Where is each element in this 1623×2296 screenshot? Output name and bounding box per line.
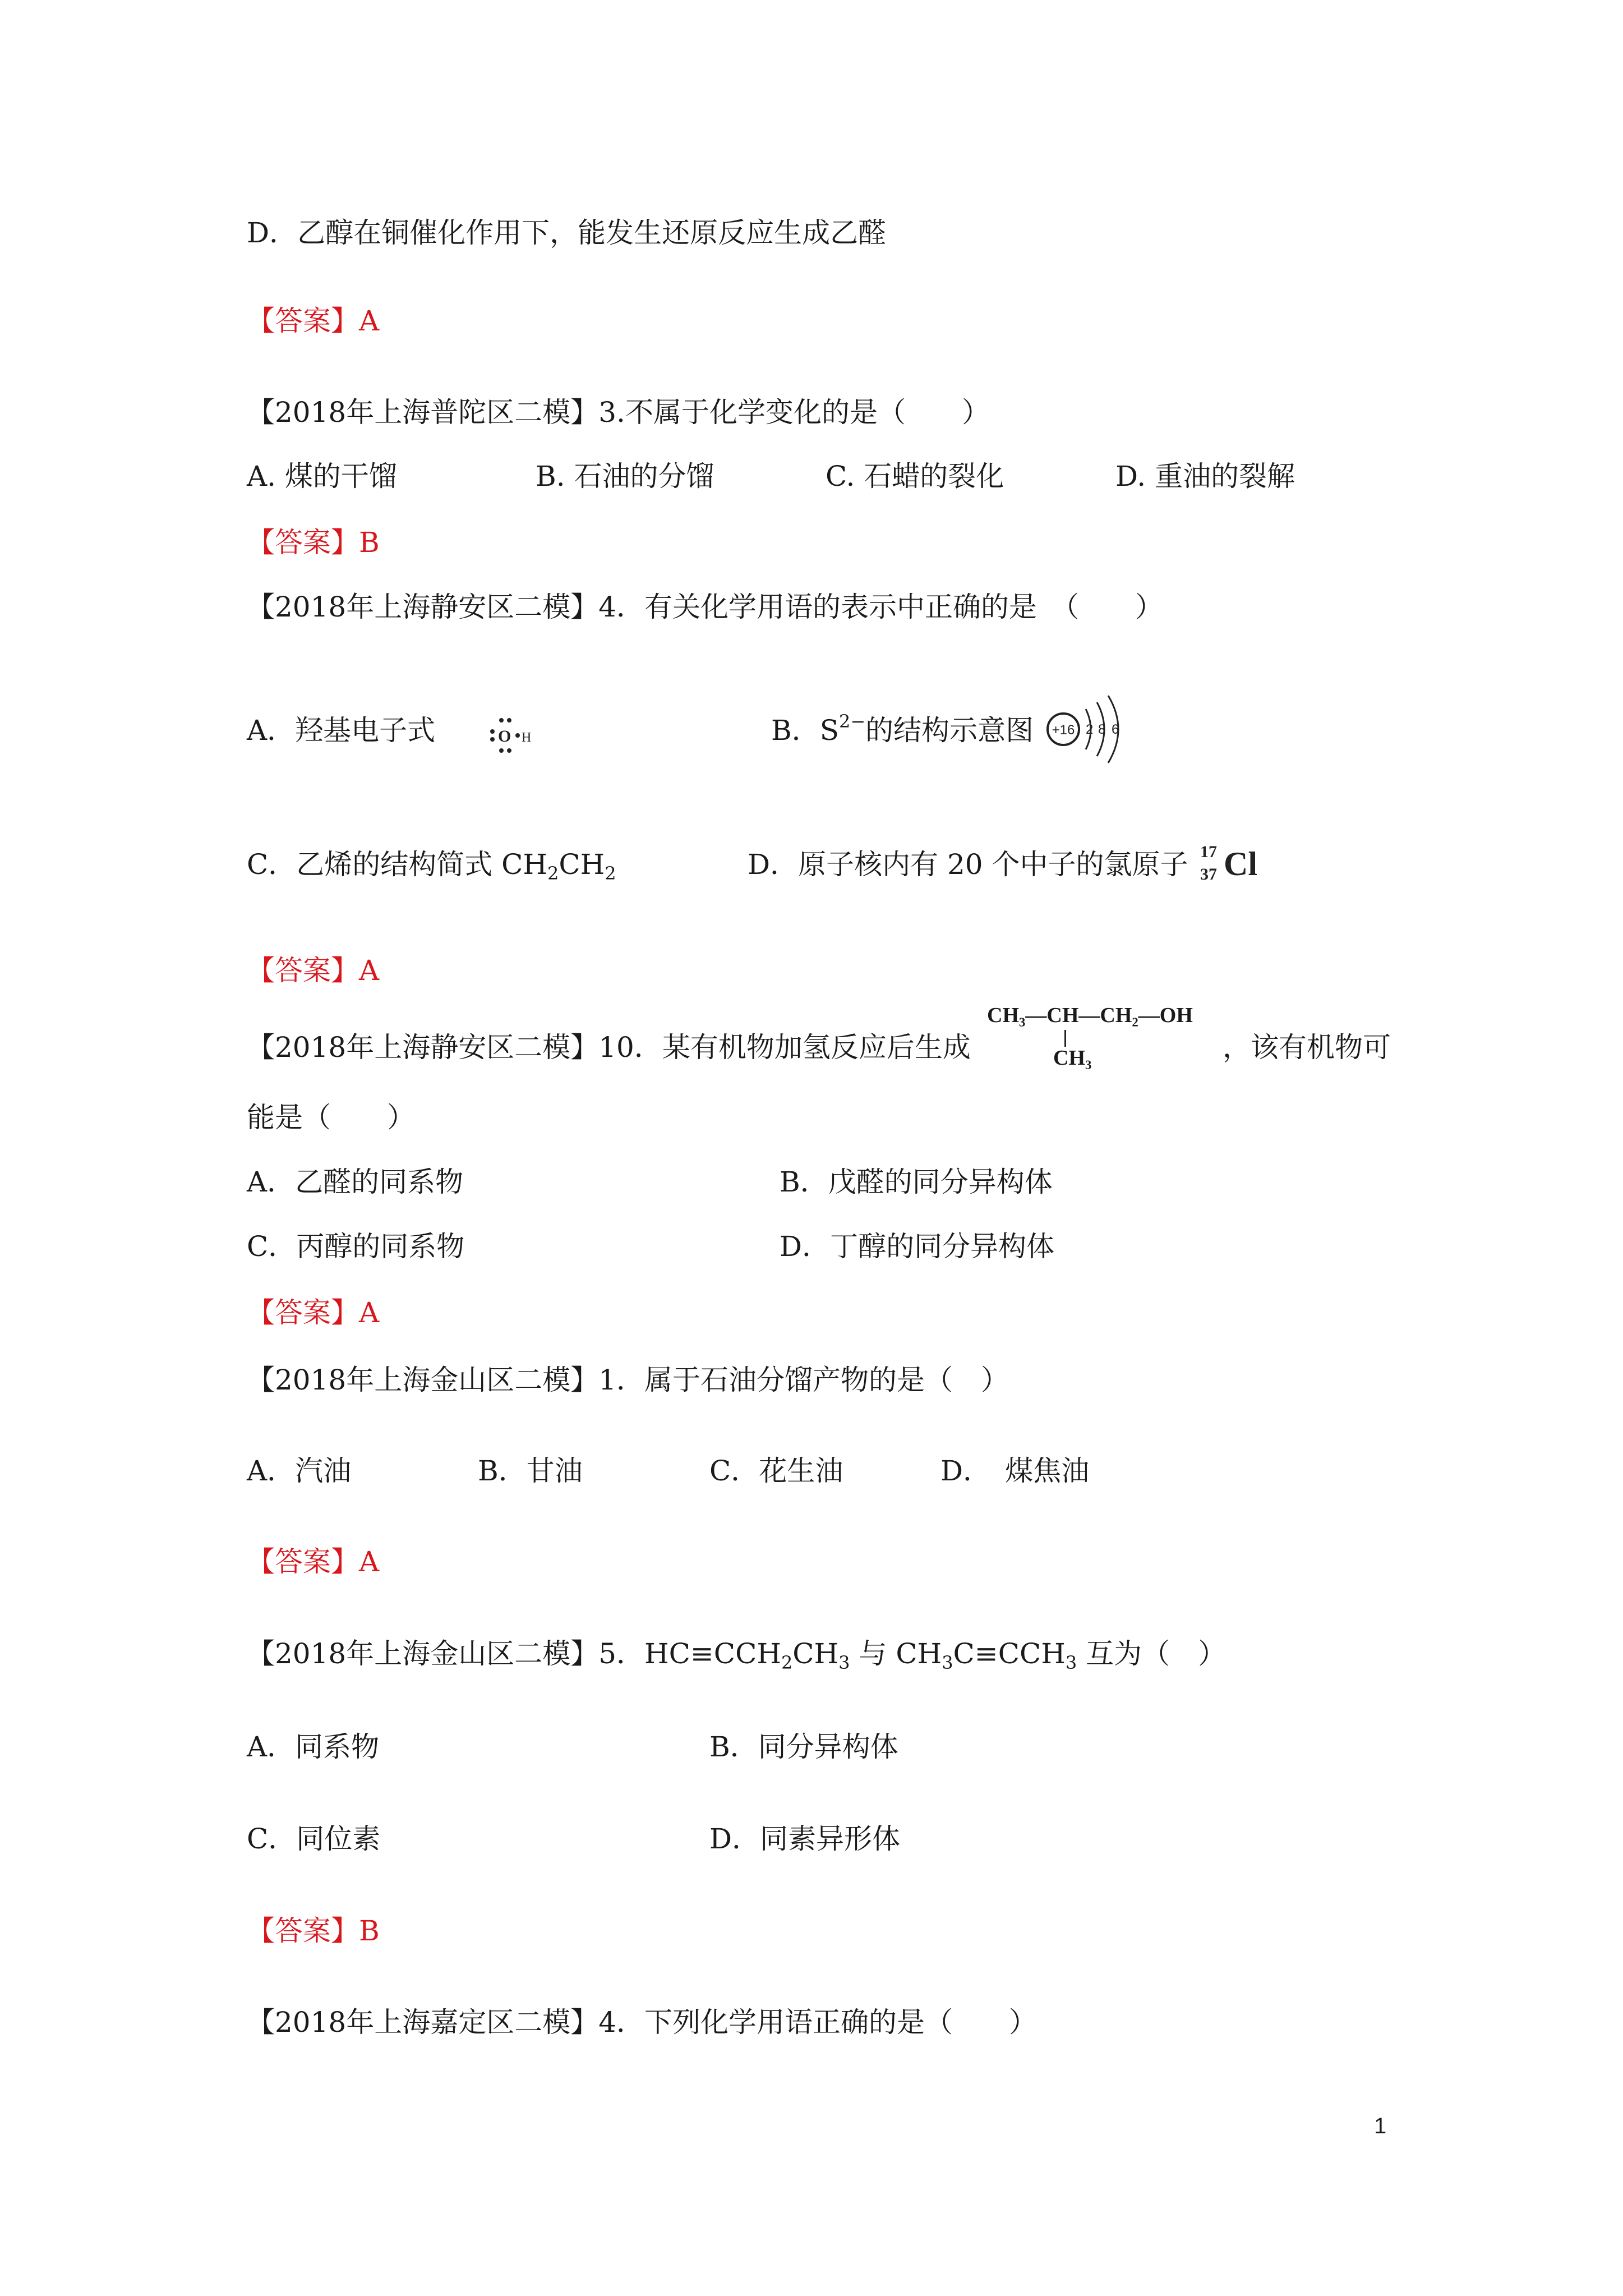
question-jingan-10 [247, 1029, 971, 1065]
formula-part: CH [559, 848, 605, 881]
element-symbol: Cl [1224, 845, 1257, 882]
option-a: A．羟基电子式 [247, 714, 436, 747]
subscript: 2 [547, 863, 559, 884]
answer-label: 【答案】A [247, 305, 380, 337]
option-c: C．花生油 [709, 1455, 843, 1487]
methyl-branch: CH₃ [1053, 1046, 1092, 1070]
question-jiading-4: 【2018年上海嘉定区二模】4．下列化学用语正确的是（ ） [247, 2006, 1038, 2039]
option-b-prefix: B．S [771, 714, 839, 747]
atomic-number: 37 [1200, 865, 1217, 884]
question-text: 【2018年上海金山区二模】5．HC≡CCH [247, 1637, 781, 1670]
option-d: D．丁醇的同分异构体 [780, 1230, 1055, 1263]
option-c: C．同位素 [247, 1823, 381, 1855]
shell-electrons-3: 6 [1112, 722, 1119, 737]
answer-label: 【答案】B [247, 1915, 380, 1947]
option-b: B．甘油 [478, 1455, 583, 1487]
option-d: D．同素异形体 [709, 1823, 901, 1855]
option-c: C．丙醇的同系物 [247, 1230, 465, 1263]
option-b: B．戊醛的同分异构体 [780, 1166, 1053, 1198]
answer-label: 【答案】B [247, 526, 380, 559]
question-text-end: 互为（ ） [1077, 1637, 1227, 1670]
option-b [771, 712, 1034, 748]
question-line-2: 能是（ ） [247, 1101, 415, 1134]
question-text: 【2018年上海静安区二模】10．某有机物加氢反应后生成 [247, 1031, 971, 1064]
option-b: B. 石油的分馏 [536, 460, 714, 493]
answer-label: 【答案】A [247, 1296, 380, 1329]
option-b-suffix: 的结构示意图 [865, 714, 1034, 747]
nucleus-charge: +16 [1052, 723, 1075, 738]
main-chain: CH₃—CH—CH₂—OH [987, 1004, 1193, 1027]
subscript: 2 [781, 1652, 793, 1673]
option-d: D． 煤焦油 [940, 1455, 1090, 1487]
formula-part: 与 CH [850, 1637, 942, 1670]
option-a: A. 煤的干馏 [247, 460, 397, 493]
option-a: A．同系物 [247, 1731, 380, 1763]
subscript: 3 [942, 1652, 953, 1673]
option-c: C. 石蜡的裂化 [826, 460, 1004, 493]
option-d: D．原子核内有 20 个中子的氯原子 [748, 848, 1188, 881]
question-jingan-4: 【2018年上海静安区二模】4．有关化学用语的表示中正确的是 （ ） [247, 591, 1164, 623]
page-number: 1 [1374, 2114, 1387, 2138]
option-d-line: D．乙醇在铜催化作用下，能发生还原反应生成乙醛 [247, 217, 887, 249]
shell-electrons-2: 8 [1098, 722, 1106, 737]
option-d: D. 重油的裂解 [1115, 460, 1295, 493]
hydrogen-symbol: H [522, 730, 532, 745]
answer-label: 【答案】A [247, 954, 380, 987]
chlorine-nuclide-symbol [1200, 841, 1262, 892]
formula-part: C≡CCH [953, 1637, 1066, 1670]
question-jinshan-5 [247, 1636, 1226, 1672]
option-c-prefix: C．乙烯的结构简式 CH [247, 848, 548, 881]
structural-formula [987, 1003, 1223, 1076]
mass-number: 17 [1200, 843, 1217, 861]
question-jinshan-1: 【2018年上海金山区二模】1．属于石油分馏产物的是（ ） [247, 1364, 1009, 1396]
formula-part: CH [792, 1637, 839, 1670]
oxygen-symbol: O [498, 727, 511, 746]
subscript: 3 [1065, 1652, 1077, 1673]
hydroxyl-electron-dot-figure [487, 714, 537, 758]
option-c [247, 846, 616, 882]
option-a: A．乙醛的同系物 [247, 1166, 464, 1198]
option-a: A．汽油 [247, 1455, 352, 1487]
question-continuation: ，该有机物可 [1223, 1031, 1391, 1064]
charge-superscript: 2− [839, 711, 866, 732]
shell-electrons-1: 2 [1086, 722, 1094, 737]
question-putuo-3: 【2018年上海普陀区二模】3.不属于化学变化的是（ ） [247, 396, 990, 429]
subscript: 3 [838, 1652, 850, 1673]
sulfur-ion-structure-figure [1042, 684, 1137, 774]
subscript: 2 [605, 863, 616, 884]
answer-label: 【答案】A [247, 1545, 380, 1578]
option-b: B．同分异构体 [709, 1731, 898, 1763]
